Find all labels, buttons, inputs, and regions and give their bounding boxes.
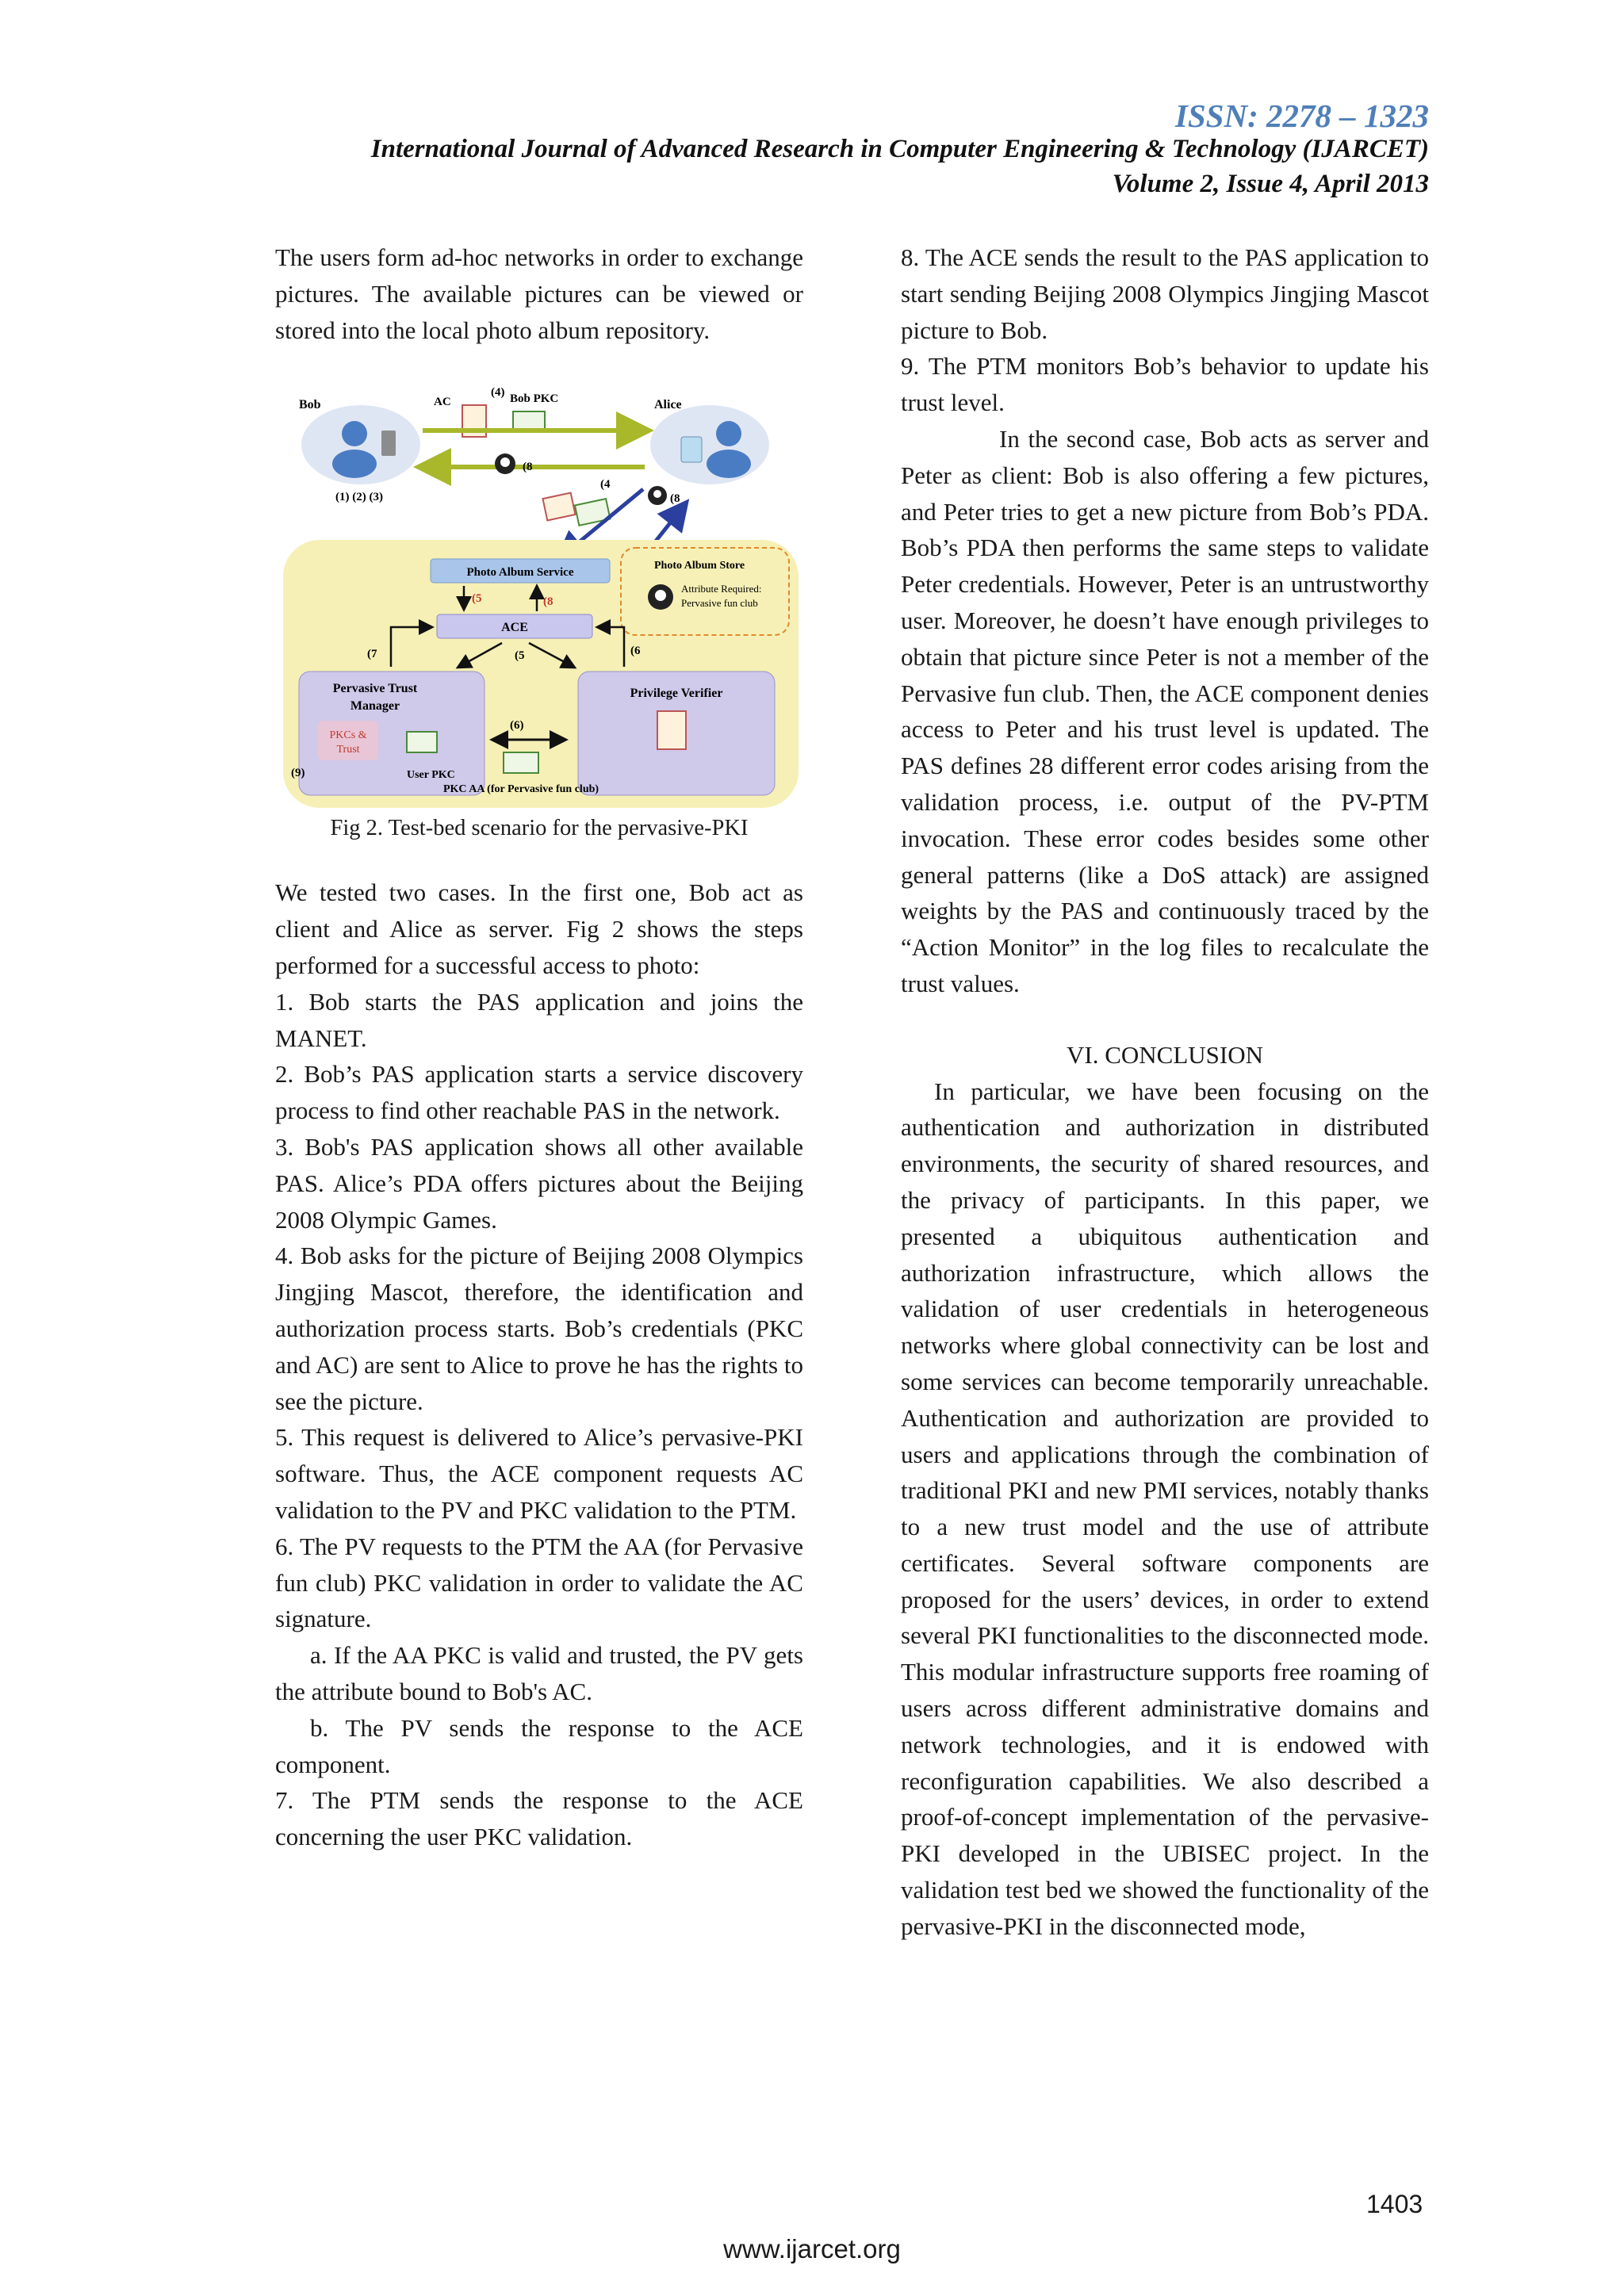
body-paragraph: In the second case, Bob acts as server and Peter as client: Bob is also offering a few pictures, and Peter tries to get a new picture from Bob’s PDA. Bob’s PDA then performs the same steps to validate Peter credentials. However, Peter is an untrustworthy user. Moreover, he doesn’t have enough privileges to obtain that picture since Peter is not a member of the Pervasive fun club. Then, the ACE component denies access to Peter and his trust level is updated. The PAS defines 28 different error codes arising from the validation process, i.e. output of the PV-PTM invocation. These error codes besides some other general patterns (like a DoS attack) are assigned weights by the PAS and continuously traced by the “Action Monitor” in the log files to recalculate the trust values. <box>901 424 1429 997</box>
alice-node <box>650 405 769 484</box>
step-item: 9. The PTM monitors Bob’s behavior to update his trust level. <box>901 352 1429 417</box>
mascot-icon-right <box>648 486 667 505</box>
label-bob-pkc: Bob PKC <box>510 392 559 406</box>
label-photo-album-store: Photo Album Store <box>654 560 745 572</box>
label-pervasive-fun-club: Pervasive fun club <box>681 597 758 610</box>
label-ptm-1: Pervasive Trust <box>332 682 418 696</box>
sub-step-item: a. If the AA PKC is valid and trusted, the PV gets the attribute bound to Bob's AC. <box>275 1641 803 1705</box>
label-photo-album-service: Photo Album Service <box>466 566 574 580</box>
label-privilege-verifier: Privilege Verifier <box>630 687 723 701</box>
label-step6-mid: (6) <box>510 719 524 733</box>
alice-pda-icon <box>681 437 702 462</box>
label-step8-left: (8 <box>523 461 533 474</box>
label-steps-123: (1) (2) (3) <box>335 491 383 504</box>
bob-pda-icon <box>381 430 396 456</box>
label-pkcs-1: PKCs & <box>329 729 367 742</box>
body-paragraph: We tested two cases. In the first one, Bob act as client and Alice as server. Fig 2 shows the steps performed for a successful access to photo: <box>275 878 803 979</box>
label-step5-a: (5 <box>472 592 482 606</box>
pv-certificate-icon <box>657 711 686 749</box>
label-ptm-2: Manager <box>350 699 400 714</box>
label-user-pkc: User PKC <box>407 769 455 782</box>
step-item: 6. The PV requests to the PTM the AA (for Pervasive fun club) PKC validation in order to validate the AC signature. <box>275 1532 803 1633</box>
label-alice: Alice <box>654 398 682 412</box>
aa-pkc-certificate-icon <box>504 752 538 773</box>
step-item: 1. Bob starts the PAS application and joins the MANET. <box>275 987 803 1052</box>
label-step6-right: (6 <box>630 645 641 658</box>
left-column <box>275 239 803 1855</box>
journal-volume: Volume 2, Issue 4, April 2013 <box>1112 170 1429 198</box>
test-bed-figure <box>275 385 803 813</box>
footer-url: www.ijarcet.org <box>723 2234 901 2263</box>
label-step7: (7 <box>367 648 377 661</box>
label-pkcs-2: Trust <box>336 744 360 756</box>
mascot-icon-top <box>495 453 515 474</box>
label-step8-right: (8 <box>670 492 680 506</box>
mascot-icon-store <box>648 584 673 610</box>
user-pkc-certificate-icon <box>407 732 437 752</box>
step-item: 2. Bob’s PAS application starts a service discovery process to find other reachable PAS in the network. <box>275 1060 803 1125</box>
figure-caption: Fig 2. Test-bed scenario for the pervasive-PKI <box>330 816 749 841</box>
label-attribute-required: Attribute Required: <box>681 583 762 595</box>
section-heading: VI. CONCLUSION <box>1067 1040 1263 1069</box>
right-column <box>901 239 1429 1945</box>
journal-title: International Journal of Advanced Research in Computer Engineering & Technology (IJARCET) <box>370 135 1429 163</box>
step-item: 3. Bob's PAS application shows all other available PAS. Alice’s PDA offers pictures about the Beijing 2008 Olympic Games. <box>275 1132 803 1234</box>
label-ac: AC <box>434 396 451 409</box>
label-step4-top: (4) <box>491 386 505 400</box>
label-pkc-aa: PKC AA (for Pervasive fun club) <box>442 783 599 796</box>
ac-certificate-icon-2 <box>542 493 575 521</box>
sub-step-item: b. The PV sends the response to the ACE component. <box>275 1713 803 1778</box>
label-step8-b: (8 <box>543 595 553 609</box>
label-step9: (9) <box>291 767 305 780</box>
step-item: 5. This request is delivered to Alice’s pervasive-PKI software. Thus, the ACE component requests AC validation to the PV and PKC validation to the PTM. <box>275 1423 803 1524</box>
step-item: 7. The PTM sends the response to the ACE concerning the user PKC validation. <box>275 1786 803 1851</box>
journal-issn: ISSN: 2278 – 1323 <box>1174 98 1429 134</box>
pkc-certificate-icon <box>513 411 545 430</box>
intro-paragraph: The users form ad-hoc networks in order to exchange pictures. The available pictures can be viewed or stored into the local photo album repository. <box>275 243 803 344</box>
step-item: 8. The ACE sends the result to the PAS application to start sending Beijing 2008 Olympics Jingjing Mascot picture to Bob. <box>901 243 1429 344</box>
label-step4-right: (4 <box>600 478 611 492</box>
conclusion-paragraph: In particular, we have been focusing on the authentication and authorization in distributed environments, the security of shared resources, and the privacy of participants. In this paper, we presented a ubiquitous authentication and authorization infrastructure, which allows the validation of user credentials in heterogeneous networks where global connectivity can be lost and some services can become temporarily unreachable. Authentication and authorization are provided to users and applications through the combination of traditional PKI and new PMI services, notably thanks to a new trust model and the use of attribute certificates. Several software components are proposed for the users’ devices, in order to extend several PKI functionalities to the disconnected mode. This modular infrastructure supports free roaming of users across different administrative domains and network technologies, and it is endowed with reconfiguration capabilities. We also described a proof-of-concept implementation of the pervasive-PKI developed in the UBISEC project. In the validation test bed we showed the functionality of the pervasive-PKI in the disconnected mode, <box>901 1077 1429 1940</box>
label-step5-b: (5 <box>515 649 525 663</box>
label-bob: Bob <box>299 398 321 412</box>
page-number: 1403 <box>1366 2190 1423 2218</box>
label-ace: ACE <box>501 621 528 635</box>
step-item: 4. Bob asks for the picture of Beijing 2008 Olympics Jingjing Mascot, therefore, the identification and authorization process starts. Bob’s credentials (PKC and AC) are sent to Alice to prove he has the rights to see the picture. <box>275 1242 803 1415</box>
